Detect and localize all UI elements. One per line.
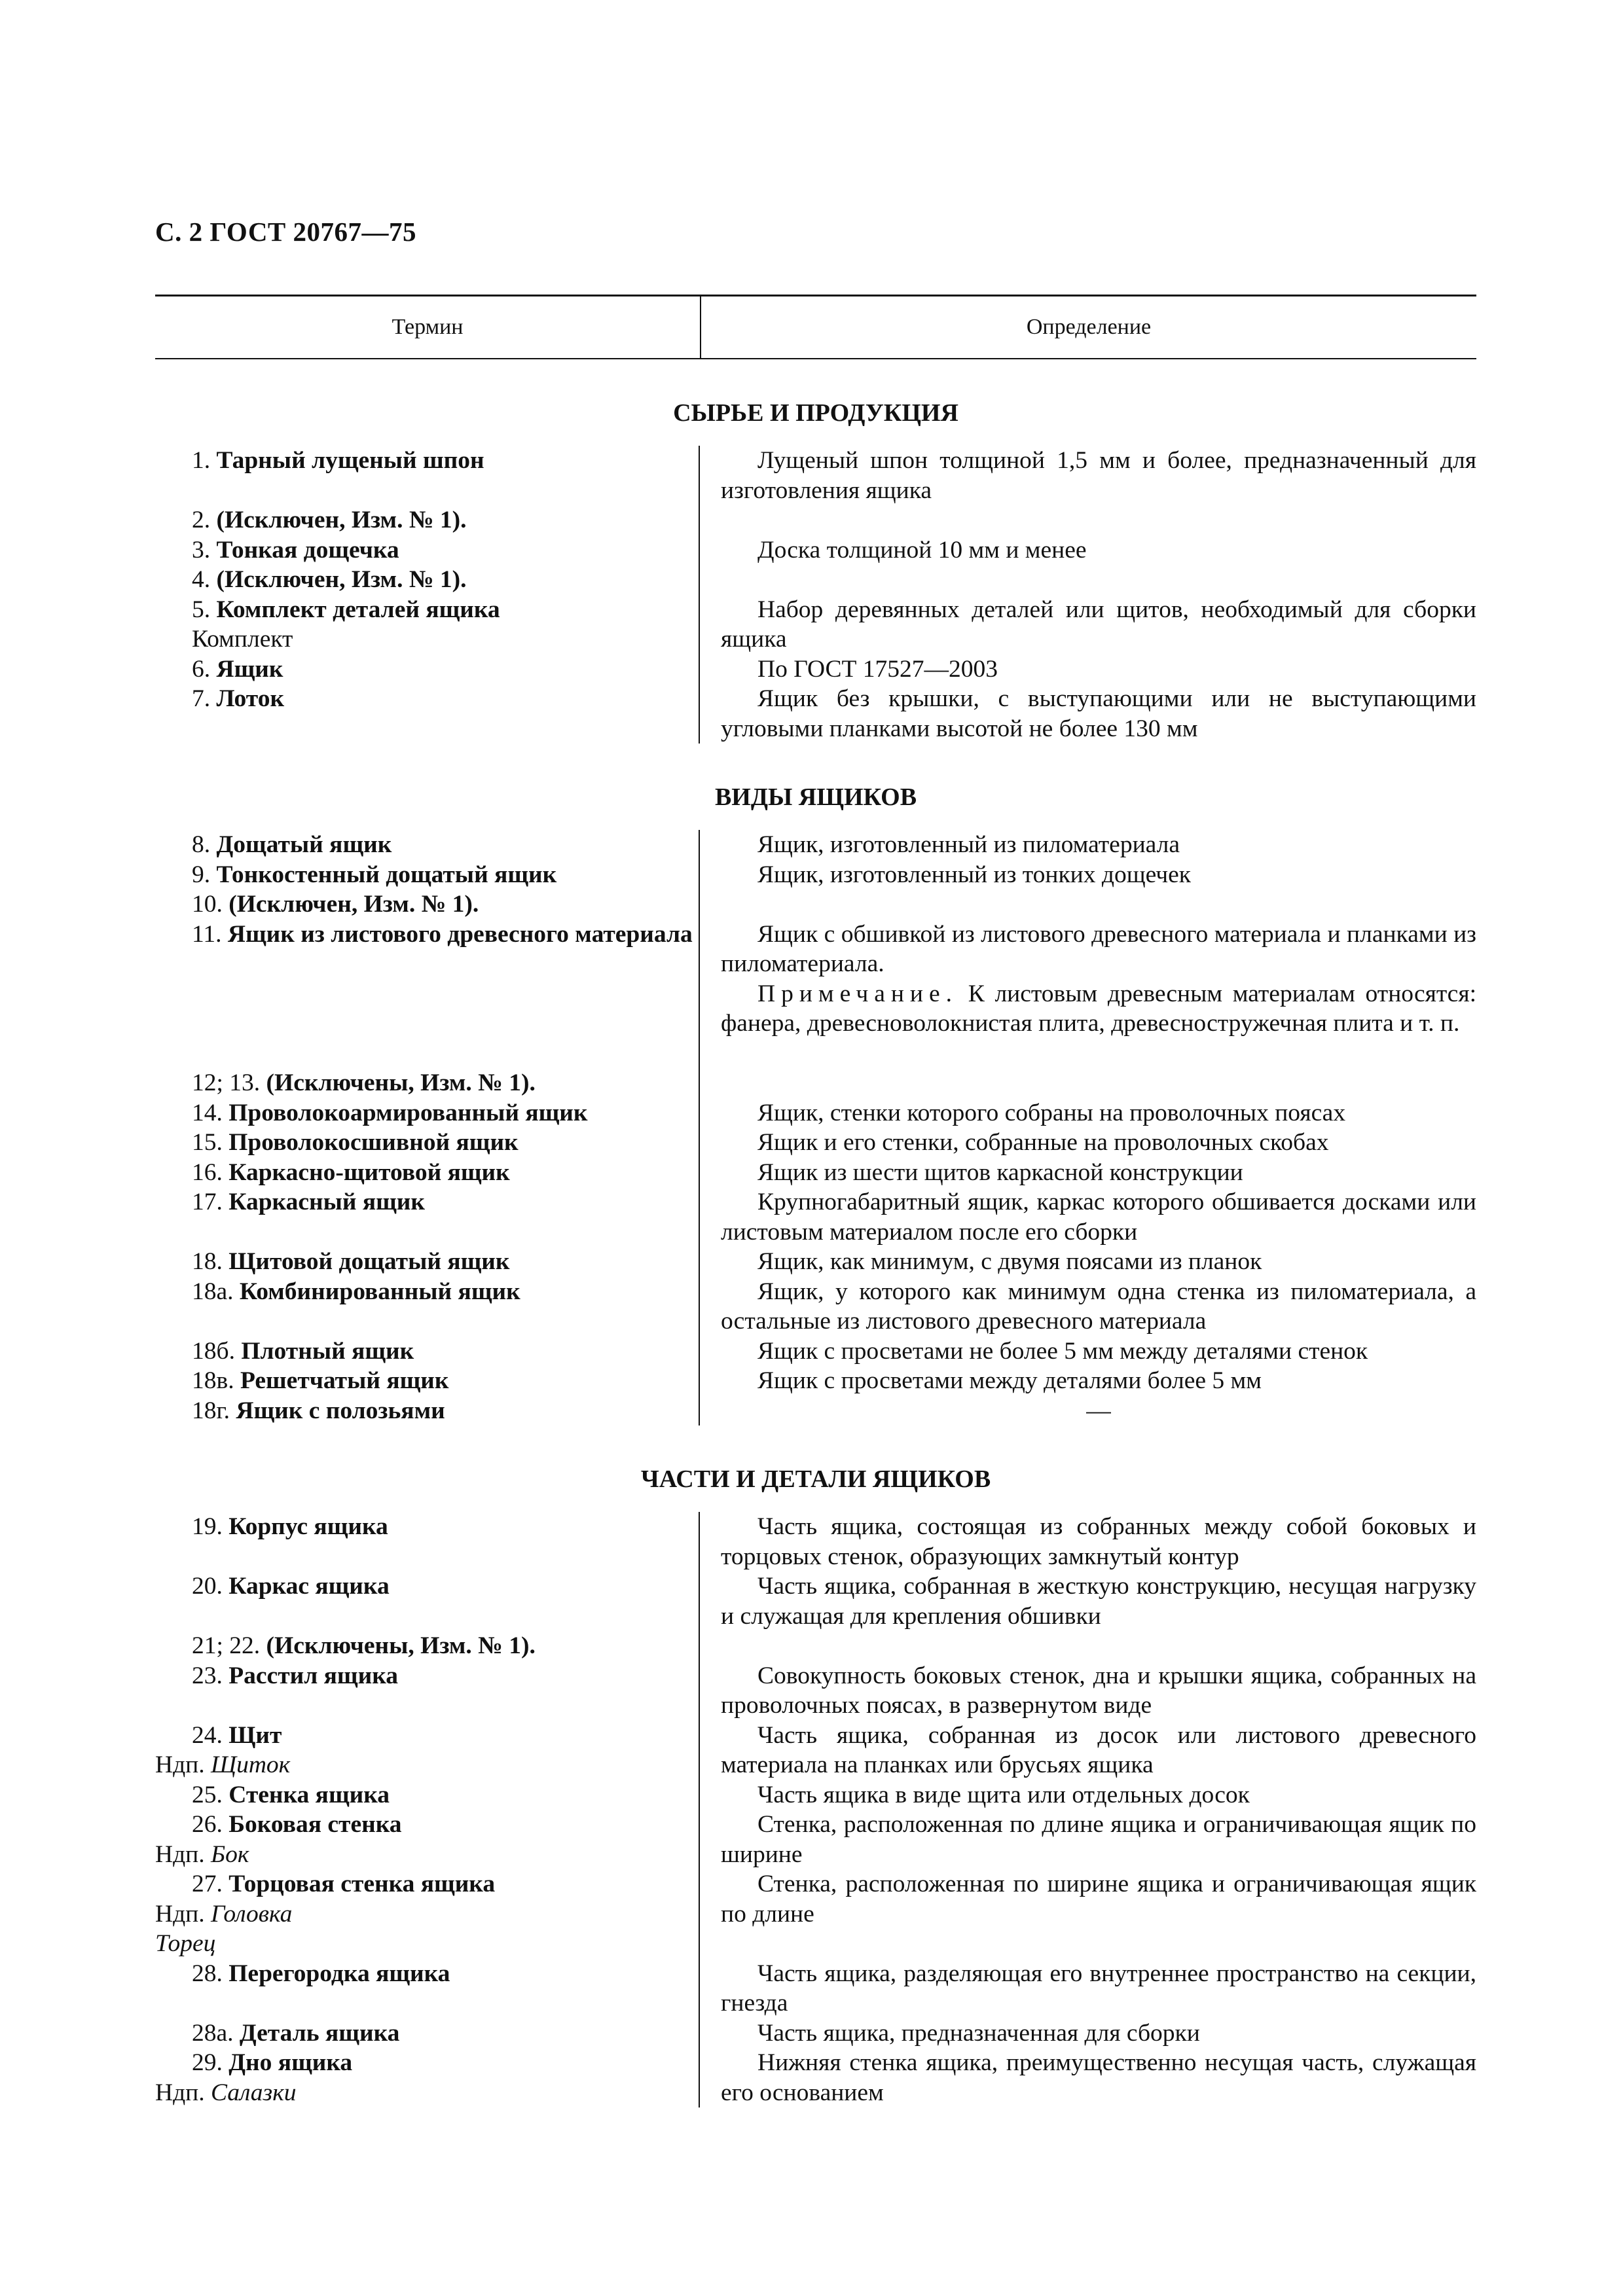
section-body [155, 446, 1476, 744]
term-line [192, 535, 699, 565]
term-line [192, 684, 699, 714]
term-ndp [155, 2078, 699, 2108]
term-name: Решетчатый ящик [240, 1367, 449, 1394]
table-row [155, 684, 1476, 744]
definition-text: Нижняя стенка ящика, преимущественно несущая часть, служащая его основанием [721, 2049, 1476, 2106]
header-definition: Определение [1026, 315, 1152, 339]
term-name: (Исключены, Изм. № 1). [266, 1069, 536, 1096]
term-line [192, 830, 699, 860]
term-number: 28а. [192, 2019, 240, 2047]
term-cell [155, 889, 700, 920]
term-number: 18в. [192, 1367, 240, 1394]
table-row [155, 1277, 1476, 1336]
table-row [155, 1869, 1476, 1959]
table-row [155, 535, 1476, 565]
definition-note [721, 979, 1476, 1039]
definition-text: Ящик с обшивкой из листового древесного материала и планками из пиломатериала. [721, 920, 1476, 977]
term-number: 16. [192, 1158, 229, 1186]
term-line [192, 1187, 699, 1217]
term-name: Тарный лущеный шпон [216, 447, 484, 474]
table-row [155, 2048, 1476, 2108]
term-name: Каркас ящика [228, 1573, 390, 1600]
term-number: 25. [192, 1781, 229, 1808]
term-cell [155, 860, 700, 890]
page-header: С. 2 ГОСТ 20767—75 [155, 217, 417, 247]
definition-text: По ГОСТ 17527—2003 [757, 655, 998, 683]
definition-cell [700, 1336, 1476, 1367]
table-row [155, 1336, 1476, 1367]
table-row [155, 1661, 1476, 1721]
table-row [155, 595, 1476, 655]
table-row [155, 1780, 1476, 1810]
definition-cell [700, 2048, 1476, 2108]
term-name: Корпус ящика [228, 1513, 388, 1540]
table-row [155, 446, 1476, 505]
term-cell [155, 1098, 700, 1128]
ndp-label: Ндп. [155, 2079, 211, 2106]
term-number: 21; 22. [192, 1632, 266, 1659]
term-number: 5. [192, 596, 217, 623]
term-line [192, 1512, 699, 1542]
section-body [155, 1512, 1476, 2108]
term-name: Стенка ящика [228, 1781, 390, 1808]
definition-text: Ящик, как минимум, с двумя поясами из планок [757, 1248, 1262, 1275]
definition-cell [700, 655, 1476, 685]
term-cell [155, 1128, 700, 1158]
term-name: Ящик [216, 655, 283, 683]
term-cell [155, 1366, 700, 1396]
term-name: (Исключен, Изм. № 1). [216, 566, 467, 593]
definition-cell [700, 920, 1476, 1069]
definition-cell [700, 1247, 1476, 1277]
term-name: Дно ящика [228, 2049, 353, 2076]
term-name: Деталь ящика [239, 2019, 400, 2047]
sections-container [155, 380, 1476, 2108]
term-cell [155, 1780, 700, 1810]
term-number: 24. [192, 1721, 229, 1749]
definition-text: Набор деревянных деталей или щитов, необходимый для сборки ящика [721, 596, 1476, 653]
term-number: 18б. [192, 1337, 242, 1365]
table-row [155, 1571, 1476, 1631]
table-row [155, 1721, 1476, 1780]
definition-cell [700, 1128, 1476, 1158]
term-line [155, 2048, 699, 2078]
term-name: Щит [228, 1721, 282, 1749]
term-cell [155, 655, 700, 685]
definition-cell [700, 565, 1476, 595]
table-row [155, 1512, 1476, 1571]
term-line [192, 1396, 699, 1426]
definition-text: Ящик, изготовленный из тонких дощечек [757, 861, 1192, 888]
definition-text: Совокупность боковых стенок, дна и крышки ящика, собранных на проволочных поясах, в развернутом виде [721, 1662, 1476, 1719]
term-line [192, 1247, 699, 1277]
table-row [155, 1247, 1476, 1277]
term-cell [155, 505, 700, 535]
term-number: 4. [192, 566, 217, 593]
ndp-term: Торец [155, 1930, 216, 1957]
definition-text: Ящик и его стенки, собранные на проволочных скобах [757, 1129, 1329, 1156]
definition-cell [700, 830, 1476, 860]
definition-text: Ящик, изготовленный из пиломатериала [757, 831, 1180, 858]
table-row [155, 505, 1476, 535]
definition-text: Ящик, у которого как минимум одна стенка из пиломатериала, а остальные из листового древесного материала [721, 1278, 1476, 1335]
term-line [192, 1571, 699, 1602]
term-name: Перегородка ящика [228, 1960, 450, 1987]
table-row [155, 830, 1476, 860]
definition-cell [700, 1571, 1476, 1631]
section-title: СЫРЬЕ И ПРОДУКЦИЯ [673, 399, 958, 427]
definition-cell [700, 1631, 1476, 1661]
definition-cell [700, 889, 1476, 920]
ndp-label: Ндп. [155, 1900, 211, 1928]
definition-cell [700, 1780, 1476, 1810]
term-number: 7. [192, 685, 217, 712]
term-name: Ящик с полозьями [236, 1397, 445, 1424]
term-name: Комбинированный ящик [239, 1278, 520, 1305]
definition-cell [700, 535, 1476, 565]
definition-cell [700, 1959, 1476, 2018]
definition-cell [700, 2018, 1476, 2049]
term-line [192, 505, 699, 535]
section-title: ЧАСТИ И ДЕТАЛИ ЯЩИКОВ [640, 1465, 991, 1493]
term-number: 27. [192, 1871, 229, 1897]
term-name: Дощатый ящик [216, 831, 392, 858]
definition-cell [700, 860, 1476, 890]
table-row [155, 860, 1476, 890]
term-line [192, 655, 699, 685]
term-name: Каркасно-щитовой ящик [228, 1158, 510, 1186]
term-ndp [155, 1899, 699, 1929]
definition-cell [700, 1512, 1476, 1571]
term-name: Каркасный ящик [228, 1189, 426, 1215]
term-line [192, 860, 699, 890]
definition-text: Часть ящика, собранная в жесткую конструкцию, несущая нагрузку и служащая для крепления обшивки [721, 1573, 1476, 1630]
term-number: 20. [192, 1573, 229, 1600]
term-number: 18г. [192, 1397, 236, 1424]
term-name: Проволокоармированный ящик [228, 1099, 588, 1126]
term-line [155, 1869, 699, 1899]
term-number: 11. [192, 920, 228, 948]
table-row [155, 1810, 1476, 1869]
definition-text: Стенка, расположенная по длине ящика и ограничивающая ящик по ширине [721, 1811, 1476, 1868]
term-name: Торцовая стенка ящика [228, 1871, 496, 1897]
term-number: 15. [192, 1129, 229, 1156]
term-cell [155, 2048, 700, 2108]
term-line [192, 1277, 699, 1307]
note-label: Примечание. [757, 980, 958, 1007]
term-name: (Исключен, Изм. № 1). [216, 507, 467, 533]
term-line [192, 1959, 699, 1989]
definition-text: Ящик с просветами между деталями более 5 мм [757, 1367, 1262, 1394]
term-name: Плотный ящик [241, 1337, 414, 1365]
definition-text: Ящик без крышки, с выступающими или не выступающими угловыми планками высотой не более 130 мм [721, 685, 1476, 742]
term-name: (Исключен, Изм. № 1). [228, 891, 479, 918]
term-name: (Исключены, Изм. № 1). [266, 1632, 536, 1659]
term-number: 18а. [192, 1278, 240, 1305]
term-cell [155, 1661, 700, 1721]
definition-text: Доска толщиной 10 мм и менее [757, 536, 1087, 564]
term-line [155, 1810, 699, 1840]
table-row [155, 1366, 1476, 1396]
term-line [192, 595, 699, 625]
term-number: 8. [192, 831, 217, 858]
table-row [155, 1187, 1476, 1247]
term-line [155, 1721, 699, 1751]
term-number: 10. [192, 891, 229, 918]
term-line [192, 1661, 699, 1691]
term-line [155, 920, 699, 950]
definition-cell [700, 1158, 1476, 1188]
definition-text: Часть ящика, состоящая из собранных между собой боковых и торцовых стенок, образующих замкнутый контур [721, 1513, 1476, 1570]
definition-cell [700, 1366, 1476, 1396]
term-line [192, 446, 699, 476]
definition-text: Часть ящика, собранная из досок или листового древесного материала на планках или брусьях ящика [721, 1721, 1476, 1778]
table-row [155, 1396, 1476, 1426]
definition-cell [700, 684, 1476, 744]
term-name: Расстил ящика [228, 1662, 398, 1689]
term-line [192, 1158, 699, 1188]
term-cell [155, 1187, 700, 1247]
definition-text: Лущеный шпон толщиной 1,5 мм и более, предназначенный для изготовления ящика [721, 447, 1476, 504]
definition-cell [700, 446, 1476, 505]
table-row [155, 1068, 1476, 1098]
term-cell [155, 535, 700, 565]
term-cell [155, 565, 700, 595]
term-cell [155, 595, 700, 655]
term-number: 29. [192, 2049, 229, 2076]
term-cell [155, 1721, 700, 1780]
term-line [192, 1098, 699, 1128]
term-number: 28. [192, 1960, 229, 1987]
definition-cell [700, 1396, 1476, 1426]
term-number: 9. [192, 861, 217, 888]
term-cell [155, 446, 700, 505]
term-cell [155, 1571, 700, 1631]
term-number: 1. [192, 447, 217, 474]
terms-table [155, 295, 1476, 2108]
term-line [192, 889, 699, 920]
term-number: 12; 13. [192, 1069, 266, 1096]
definition-cell [700, 1068, 1476, 1098]
term-number: 6. [192, 655, 217, 683]
table-row [155, 1631, 1476, 1661]
definition-text: Часть ящика, предназначенная для сборки [757, 2019, 1200, 2047]
definition-cell [700, 505, 1476, 535]
ndp-term: Щиток [210, 1751, 291, 1778]
definition-text: Крупногабаритный ящик, каркас которого обшивается досками или листовым материалом после его сборки [721, 1189, 1476, 1246]
definition-text: Часть ящика, разделяющая его внутреннее пространство на секции, гнезда [721, 1960, 1476, 2017]
definition-cell [700, 1277, 1476, 1336]
definition-text: Часть ящика в виде щита или отдельных досок [757, 1781, 1250, 1808]
term-ndp [155, 1840, 699, 1870]
term-cell [155, 1158, 700, 1188]
table-header [155, 295, 1476, 359]
table-row [155, 655, 1476, 685]
term-line [192, 565, 699, 595]
term-cell [155, 1396, 700, 1426]
term-synonym: Комплект [192, 626, 293, 653]
term-number: 19. [192, 1513, 229, 1540]
term-number: 3. [192, 536, 217, 564]
section-title: ВИДЫ ЯЩИКОВ [714, 783, 917, 811]
term-cell [155, 1869, 700, 1959]
term-line [192, 1336, 699, 1367]
term-name: Тонкая дощечка [216, 536, 399, 564]
term-name: Ящик из листового древесного материала [227, 920, 693, 948]
term-ndp [155, 1750, 699, 1780]
definition-text: Ящик из шести щитов каркасной конструкции [757, 1158, 1243, 1186]
term-cell [155, 1277, 700, 1336]
term-cell [155, 1631, 700, 1661]
term-cell [155, 1068, 700, 1098]
term-number: 23. [192, 1662, 229, 1689]
ndp-term: Салазки [210, 2079, 297, 2106]
term-cell [155, 830, 700, 860]
ndp-term: Бок [210, 1840, 249, 1868]
definition-text: Ящик с просветами не более 5 мм между деталями стенок [757, 1337, 1368, 1365]
definition-cell [700, 1810, 1476, 1869]
term-name: Проволокосшивной ящик [228, 1129, 519, 1156]
term-line [192, 1128, 699, 1158]
table-row [155, 1098, 1476, 1128]
ndp-label: Ндп. [155, 1840, 211, 1868]
table-row [155, 889, 1476, 920]
table-row [155, 1128, 1476, 1158]
definition-cell [700, 595, 1476, 655]
term-cell [155, 1336, 700, 1367]
definition-text: Ящик, стенки которого собраны на проволочных поясах [757, 1099, 1346, 1126]
table-row [155, 2018, 1476, 2049]
term-cell [155, 684, 700, 744]
term-name: Тонкостенный дощатый ящик [216, 861, 557, 888]
term-cell [155, 1959, 700, 2018]
term-name: Щитовой дощатый ящик [228, 1248, 510, 1275]
term-line [192, 2018, 699, 2049]
term-number: 26. [192, 1811, 229, 1838]
definition-cell [700, 1869, 1476, 1959]
term-line [192, 1068, 699, 1098]
term-line [192, 1366, 699, 1396]
table-row [155, 1158, 1476, 1188]
definition-cell [700, 1187, 1476, 1247]
term-number: 2. [192, 507, 217, 533]
term-number: 17. [192, 1189, 229, 1215]
term-ndp-2 [155, 1929, 699, 1959]
ndp-label: Ндп. [155, 1751, 211, 1778]
table-row [155, 920, 1476, 1069]
definition-cell [700, 1098, 1476, 1128]
note-text: К листовым древесным материалам относятся: фанера, древесноволокнистая плита, древесностружечная плита и т. п. [721, 980, 1476, 1037]
definition-cell [700, 1661, 1476, 1721]
definition-text: — [1086, 1397, 1111, 1424]
header-term: Термин [155, 296, 701, 358]
term-number: 18. [192, 1248, 229, 1275]
definition-cell [700, 1721, 1476, 1780]
term-name: Комплект деталей ящика [216, 596, 500, 623]
term-cell [155, 1247, 700, 1277]
term-cell [155, 2018, 700, 2049]
term-name: Боковая стенка [228, 1811, 402, 1838]
term-line [192, 1780, 699, 1810]
definition-text: Стенка, расположенная по ширине ящика и ограничивающая ящик по длине [721, 1871, 1476, 1928]
term-cell [155, 920, 700, 1069]
table-row [155, 565, 1476, 595]
term-number: 14. [192, 1099, 229, 1126]
ndp-term: Головка [210, 1900, 293, 1928]
term-cell [155, 1810, 700, 1869]
term-name: Лоток [216, 685, 285, 712]
term-line [192, 1631, 699, 1661]
section-body [155, 830, 1476, 1426]
term-cell [155, 1512, 700, 1571]
table-row [155, 1959, 1476, 2018]
